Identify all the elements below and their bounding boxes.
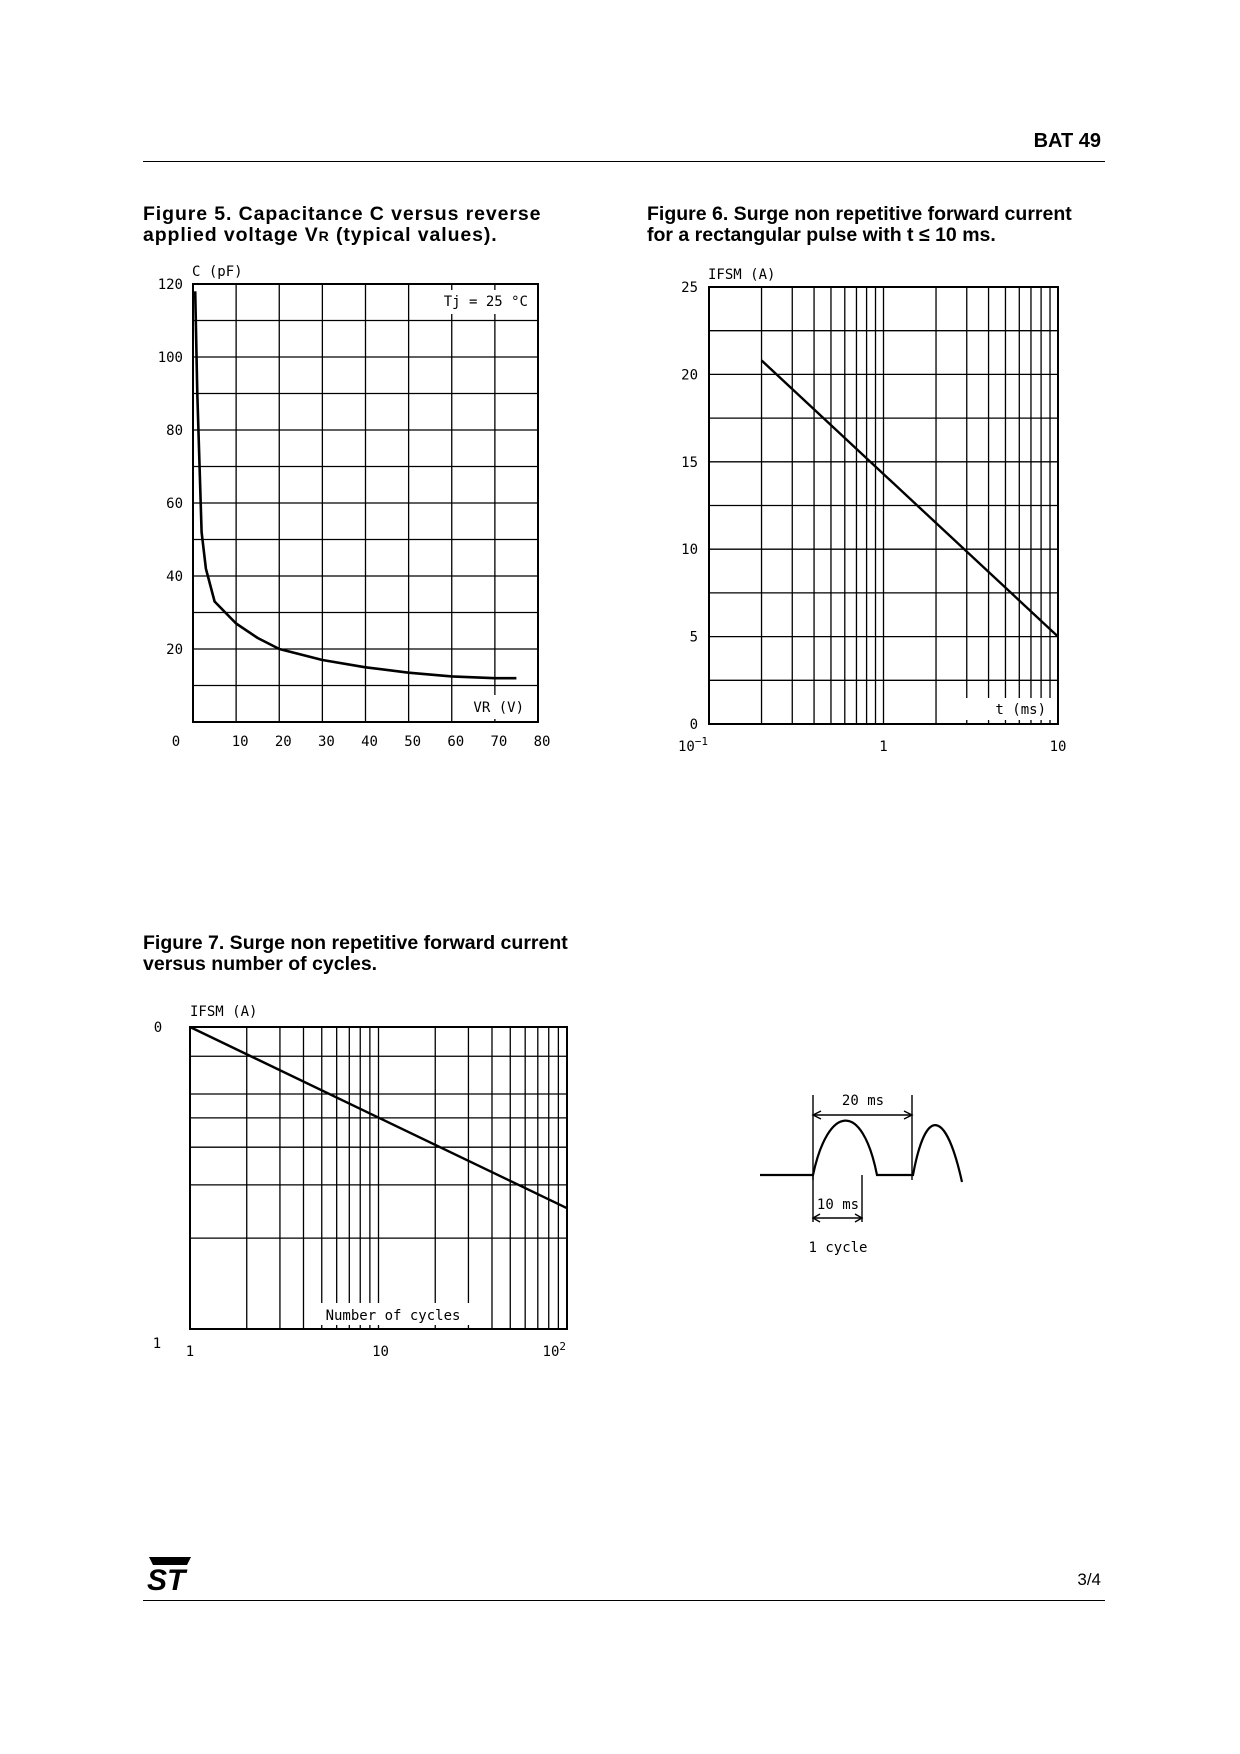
- figure6-caption-text: for a rectangular pulse with t: [647, 224, 919, 246]
- fig6-y-tick: 10: [681, 542, 698, 559]
- figure5-caption-text: applied voltage V: [143, 224, 319, 246]
- fig6-ylabel: IFSM (A): [708, 267, 776, 283]
- fig6-y-tick: 5: [689, 629, 698, 646]
- period-label: 20 ms: [841, 1093, 885, 1109]
- waveform-signal: [760, 1121, 962, 1182]
- fig6-xlabel: t (ms): [995, 702, 1046, 718]
- fig5-x-tick: 80: [533, 734, 551, 750]
- fig5-y-tick: 60: [166, 496, 183, 512]
- fig6-x-tick: 10: [1049, 739, 1067, 755]
- figure7-caption-line2: versus number of cycles.: [143, 953, 378, 975]
- figure6-caption-symbol: ≤: [918, 224, 930, 246]
- fig6-y-tick: 15: [681, 454, 698, 471]
- figure6-caption-line1: Figure 6. Surge non repetitive forward current: [647, 203, 1072, 225]
- fig5-x-tick: 0: [171, 734, 181, 750]
- figure5-caption-text-end: (typical values).: [329, 224, 498, 246]
- fig5-y-tick: 80: [166, 423, 183, 439]
- fig5-x-tick: 30: [317, 734, 335, 750]
- fig6-y-tick: 20: [681, 367, 698, 384]
- fig5-y-tick: 100: [157, 350, 183, 366]
- page-number: 3/4: [1077, 1570, 1101, 1589]
- fig5-y-tick: 120: [157, 277, 183, 293]
- fig7-ylabel: IFSM (A): [190, 1004, 258, 1020]
- figure5-caption-line1: Figure 5. Capacitance C versus reverse: [143, 203, 542, 225]
- fig5-xlabel: VR (V): [473, 700, 524, 716]
- fig7-x-tick: $10^2$: [542, 1340, 566, 1360]
- part-number: BAT 49: [1033, 130, 1101, 152]
- figure7-caption-line1: Figure 7. Surge non repetitive forward current: [143, 932, 568, 954]
- fig7-y-tick: 0: [153, 1020, 163, 1036]
- fig5-ylabel: C (pF): [192, 264, 243, 280]
- fig7-x-tick: 10: [372, 1344, 389, 1360]
- fig5-y-tick: 20: [166, 642, 183, 658]
- fig5-x-tick: 10: [231, 734, 249, 750]
- figure5-caption-subscript: R: [318, 228, 330, 244]
- fig6-x-tick: $10^{-1}$: [677, 735, 709, 755]
- st-logo-text: ST: [147, 1564, 186, 1597]
- figure6-caption-text-end: 10 ms.: [929, 224, 996, 246]
- footer-rule: [143, 1600, 1105, 1601]
- fig6-y-tick: 25: [681, 280, 698, 296]
- fig7-x-tick: 1: [185, 1344, 195, 1360]
- halfwave-label: 10 ms: [816, 1197, 860, 1213]
- fig5-x-tick: 40: [361, 734, 378, 750]
- st-logo: [143, 1557, 193, 1597]
- fig5-y-tick: 40: [166, 569, 183, 585]
- fig5-x-tick: 70: [490, 734, 508, 750]
- fig5-x-tick: 60: [447, 734, 465, 750]
- fig7-xlabel: Number of cycles: [325, 1308, 461, 1324]
- cycle-label: 1 cycle: [808, 1240, 868, 1256]
- fig5-annotation: Tj = 25 °C: [443, 294, 528, 310]
- fig7-y-tick: 1: [152, 1336, 162, 1352]
- fig6-y-tick: 0: [689, 717, 698, 733]
- fig5-x-tick: 50: [404, 734, 422, 750]
- fig5-x-tick: 20: [274, 734, 292, 750]
- fig6-x-tick: 1: [879, 739, 888, 755]
